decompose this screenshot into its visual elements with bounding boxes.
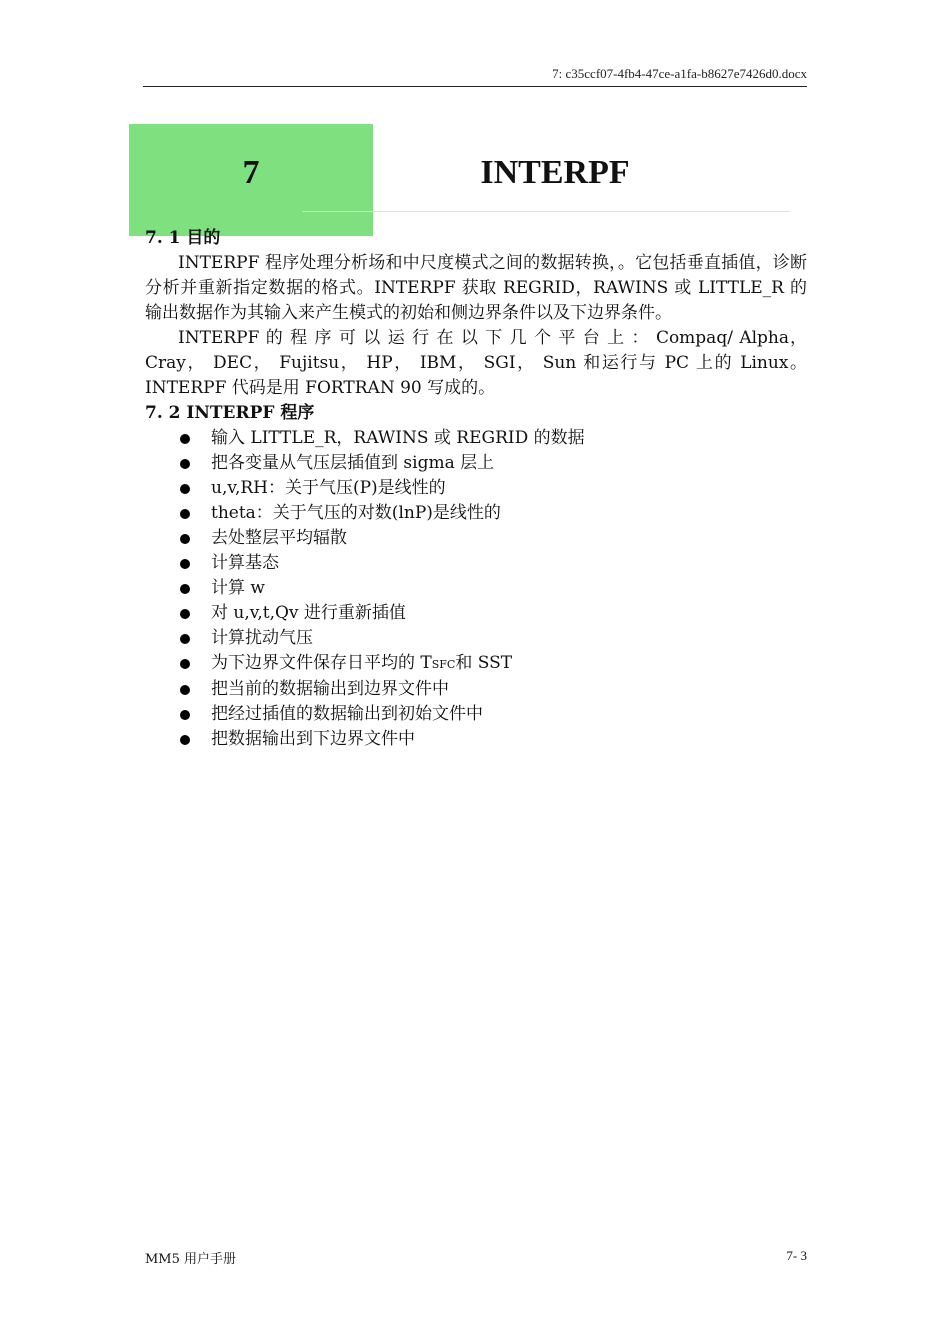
list-item: 计算基态 (145, 551, 807, 576)
bullet-icon (180, 609, 190, 619)
list-item: 把各变量从气压层插值到 sigma 层上 (145, 451, 807, 476)
list-item: 把当前的数据输出到边界文件中 (145, 677, 807, 702)
list-item: 输入 LITTLE_R，RAWINS 或 REGRID 的数据 (145, 426, 807, 451)
chapter-number: 7 (242, 154, 260, 191)
list-item: theta：关于气压的对数(lnP)是线性的 (145, 501, 807, 526)
bullet-icon (180, 710, 190, 720)
bullet-icon (180, 484, 190, 494)
footer-page-number: 7- 3 (786, 1248, 807, 1263)
section-heading-program: 7. 2 INTERPF 程序 (145, 403, 315, 423)
bullet-icon (180, 634, 190, 644)
bullet-icon (180, 685, 190, 695)
bullet-icon (180, 509, 190, 519)
paragraph: INTERPF 的 程 序 可 以 运 行 在 以 下 几 个 平 台 上 ： Compaq/ Alpha， Cray， DEC， Fujitsu， HP， IBM， SGI， Sun 和运行与 PC 上的 Linux。INTERPF 代码是用 FORTRAN 90 写成的。 (145, 328, 807, 398)
header-rule (143, 86, 807, 87)
list-item: 对 u,v,t,Qv 进行重新插值 (145, 601, 807, 626)
bullet-icon (180, 584, 190, 594)
document-body (145, 226, 807, 752)
section-heading-purpose: 7. 1 目的 (145, 228, 221, 248)
bullet-icon (180, 559, 190, 569)
bullet-icon (180, 659, 190, 669)
header-doc-id: 7: c35ccf07-4fb4-47ce-a1fa-b8627e7426d0.docx (552, 66, 807, 81)
title-underline (302, 211, 790, 212)
chapter-title: INTERPF (480, 154, 630, 191)
list-item: 把经过插值的数据输出到初始文件中 (145, 702, 807, 727)
list-item: 把数据输出到下边界文件中 (145, 727, 807, 752)
bullet-icon (180, 434, 190, 444)
bullet-list (145, 426, 807, 752)
bullet-icon (180, 735, 190, 745)
bullet-icon (180, 534, 190, 544)
list-item: 去处整层平均辐散 (145, 526, 807, 551)
paragraph: INTERPF 程序处理分析场和中尺度模式之间的数据转换，。它包括垂直插值，诊断分析并重新指定数据的格式。INTERPF 获取 REGRID，RAWINS 或 LITTLE_R 的输出数据作为其输入来产生模式的初始和侧边界条件以及下边界条件。 (145, 253, 807, 323)
list-item: 计算扰动气压 (145, 626, 807, 651)
footer-manual-title: MM5 用户手册 (145, 1252, 237, 1267)
list-item: 计算 w (145, 576, 807, 601)
bullet-icon (180, 459, 190, 469)
list-item: u,v,RH：关于气压(P)是线性的 (145, 476, 807, 501)
list-item: 为下边界文件保存日平均的 TSFC和 SST (145, 651, 807, 677)
